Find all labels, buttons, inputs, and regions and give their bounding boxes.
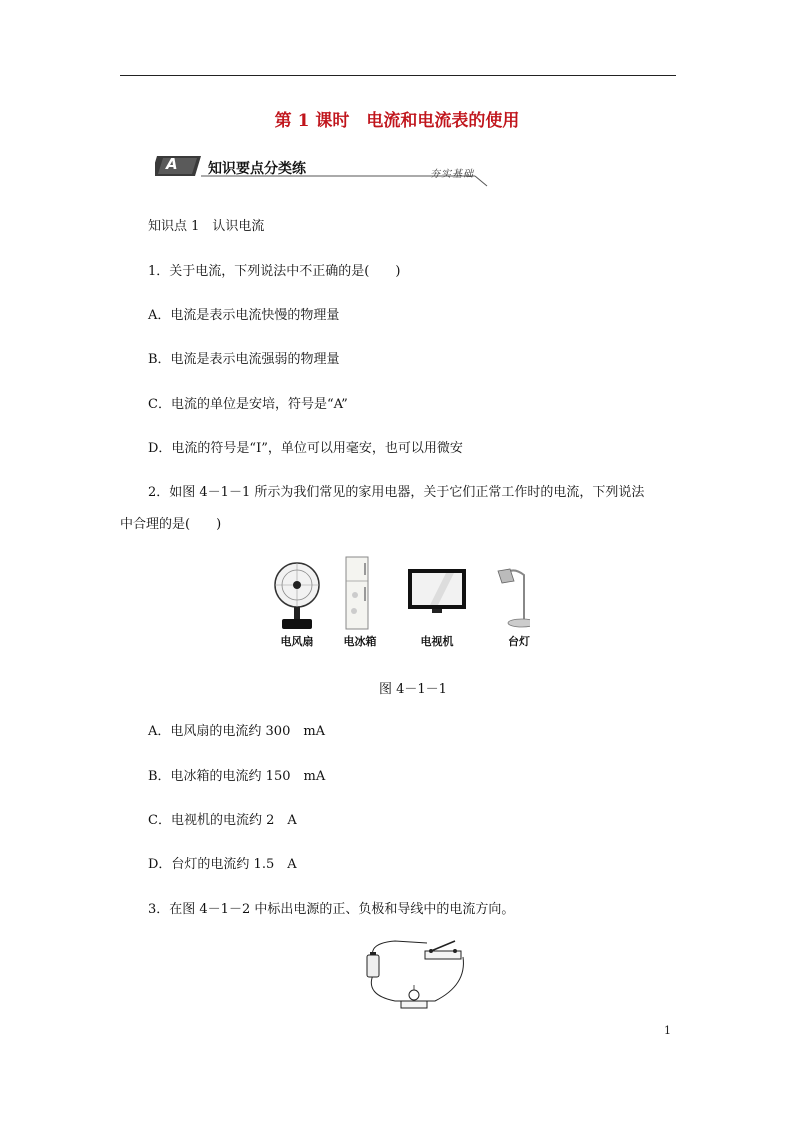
figure-label-lamp: 台灯 bbox=[508, 635, 530, 648]
q2-option-c: C．电视机的电流约 2 A bbox=[148, 813, 297, 828]
q1-stem: 1．关于电流，下列说法中不正确的是( ) bbox=[148, 264, 401, 279]
switch-icon bbox=[425, 941, 461, 959]
circuit-figure bbox=[355, 935, 470, 1015]
electric-fan-icon bbox=[275, 563, 319, 629]
q1-option-a: A．电流是表示电流快慢的物理量 bbox=[148, 308, 340, 323]
desk-lamp-icon bbox=[498, 569, 530, 627]
page-number: 1 bbox=[664, 1024, 671, 1037]
q1-option-b: B．电流是表示电流强弱的物理量 bbox=[148, 352, 340, 367]
q2-option-b: B．电冰箱的电流约 150 mA bbox=[148, 769, 326, 784]
section-banner-label: 知识要点分类练 bbox=[208, 161, 306, 177]
figure-label-tv: 电视机 bbox=[420, 635, 454, 648]
figure-label-fan: 电风扇 bbox=[280, 635, 314, 648]
q2-stem-line1: 2．如图 4－1－1 所示为我们常见的家用电器，关于它们正常工作时的电流，下列说法 bbox=[148, 485, 645, 500]
q1-option-d: D．电流的符号是“I”，单位可以用毫安，也可以用微安 bbox=[148, 441, 463, 456]
bulb-icon bbox=[401, 985, 427, 1008]
appliances-figure bbox=[270, 555, 530, 635]
figure-caption-4-1-1: 图 4－1－1 bbox=[379, 682, 447, 697]
knowledge-point-heading: 知识点 1 认识电流 bbox=[148, 219, 265, 234]
q2-stem-line2: 中合理的是( ) bbox=[120, 517, 222, 532]
section-badge: A bbox=[166, 155, 178, 173]
refrigerator-icon bbox=[346, 557, 368, 629]
q2-option-d: D．台灯的电流约 1.5 A bbox=[148, 857, 297, 872]
television-icon bbox=[408, 569, 466, 613]
page-title: 第 1 课时 电流和电流表的使用 bbox=[274, 111, 520, 131]
battery-icon bbox=[367, 952, 379, 977]
q1-option-c: C．电流的单位是安培，符号是“A” bbox=[148, 397, 348, 412]
header-rule bbox=[120, 75, 676, 76]
section-banner-subtitle: 夯实基础 bbox=[430, 169, 474, 180]
q3-stem: 3．在图 4－1－2 中标出电源的正、负极和导线中的电流方向。 bbox=[148, 902, 515, 917]
q2-option-a: A．电风扇的电流约 300 mA bbox=[148, 724, 326, 739]
figure-label-fridge: 电冰箱 bbox=[343, 635, 377, 648]
